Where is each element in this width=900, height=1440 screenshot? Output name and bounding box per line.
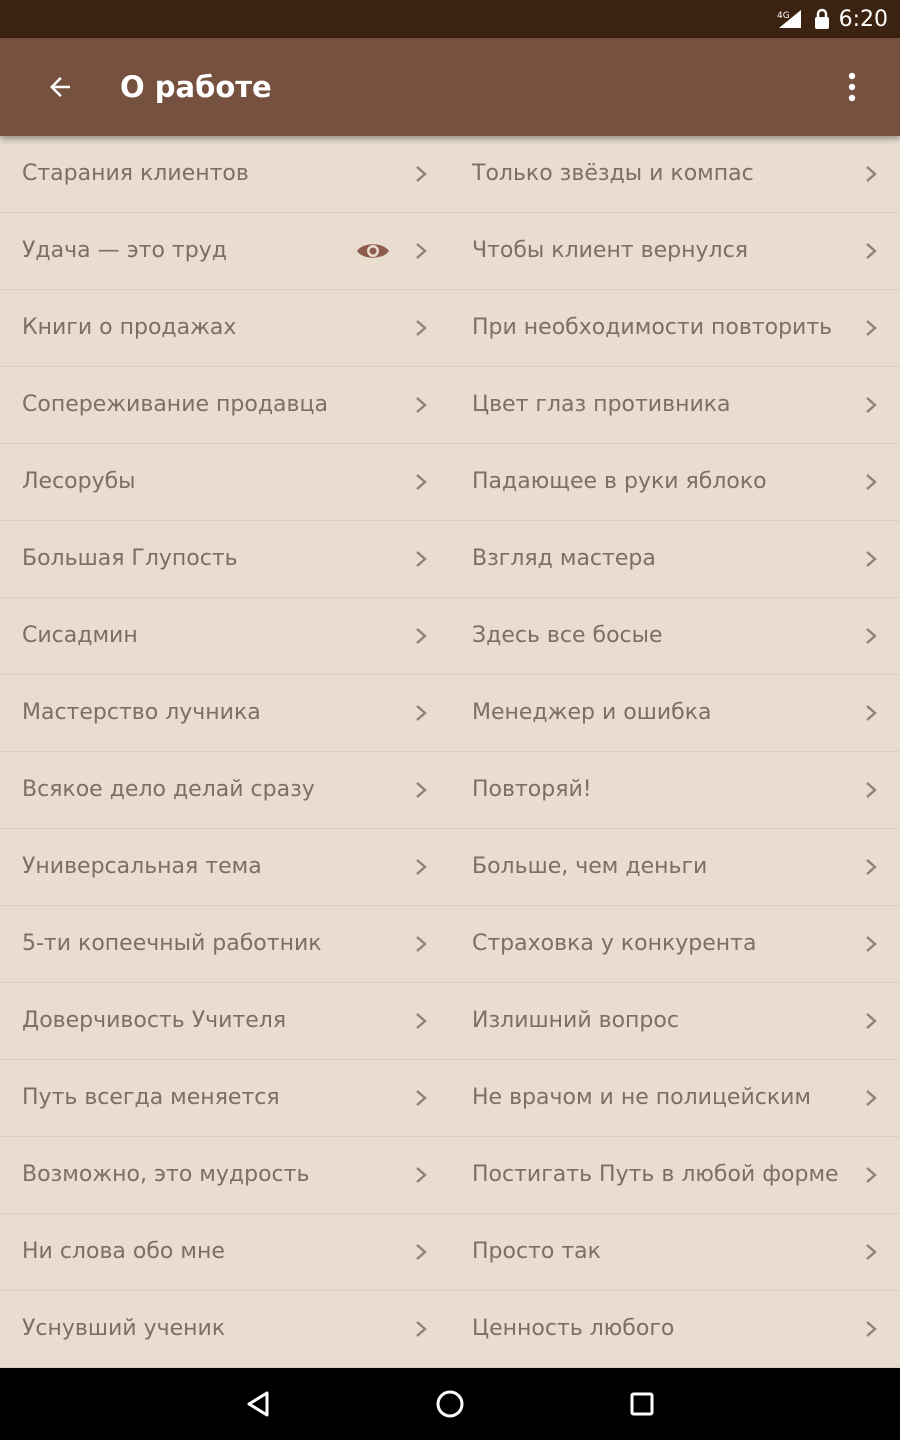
list-item-label: Универсальная тема [22,854,262,880]
list-item-label: Сопереживание продавца [22,392,328,418]
list-item[interactable] [0,1291,450,1368]
list-item-label: Страховка у конкурента [472,931,757,957]
chevron-right-icon [414,780,428,800]
list-item[interactable] [450,1214,900,1291]
list-item-label: Ни слова обо мне [22,1239,225,1265]
status-time: 6:20 [838,6,888,32]
chevron-right-icon [414,626,428,646]
chevron-right-icon [414,934,428,954]
list-item[interactable] [0,367,450,444]
list-item[interactable] [0,1137,450,1214]
list-item-label: Сисадмин [22,623,138,649]
chevron-right-icon [414,1165,428,1185]
chevron-right-icon [414,549,428,569]
list-item[interactable] [450,598,900,675]
list-item-label: Лесорубы [22,469,136,495]
list-item-label: Не врачом и не полицейским [472,1085,812,1111]
arrow-back-icon [45,72,75,102]
chevron-right-icon [864,780,878,800]
app-bar [0,38,900,136]
chevron-right-icon [414,472,428,492]
list-item[interactable] [0,521,450,598]
chevron-right-icon [864,1165,878,1185]
nav-recents-icon [628,1390,656,1418]
chevron-right-icon [414,1011,428,1031]
list-item-label: Падающее в руки яблоко [472,469,767,495]
list-item-label: Уснувший ученик [22,1316,226,1342]
chevron-right-icon [414,857,428,877]
list-item[interactable] [450,983,900,1060]
list-item[interactable] [450,1060,900,1137]
list-item[interactable] [0,1214,450,1291]
list-item-label: Удача — это труд [22,238,227,264]
chevron-right-icon [864,857,878,877]
chevron-right-icon [864,549,878,569]
list-item[interactable] [450,367,900,444]
list-item[interactable] [0,829,450,906]
list-item-label: Цвет глаз противника [472,392,731,418]
list-item[interactable] [450,444,900,521]
list-item[interactable] [0,752,450,829]
list-item-label: При необходимости повторить [472,315,833,341]
list-item-label: Чтобы клиент вернулся [472,238,748,264]
list-item-label: Взгляд мастера [472,546,656,572]
list-item[interactable] [0,598,450,675]
chevron-right-icon [864,164,878,184]
chevron-right-icon [864,395,878,415]
chevron-right-icon [864,1242,878,1262]
list-item-label: Повторяй! [472,777,592,803]
list-item-label: Книги о продажах [22,315,237,341]
signal-icon [777,8,803,30]
list-item-label: Возможно, это мудрость [22,1162,310,1188]
list-item-label: 5-ти копеечный работник [22,931,322,957]
list-item[interactable] [450,829,900,906]
chevron-right-icon [414,1319,428,1339]
chevron-right-icon [864,626,878,646]
chevron-right-icon [864,1088,878,1108]
nav-back-button[interactable] [238,1384,278,1424]
list-item-label: Всякое дело делай сразу [22,777,315,803]
list-item-label: Излишний вопрос [472,1008,679,1034]
chevron-right-icon [864,241,878,261]
list-item-label: Старания клиентов [22,161,249,187]
list-item[interactable] [450,752,900,829]
list-item-label: Мастерство лучника [22,700,261,726]
list-item-label: Больше, чем деньги [472,854,708,880]
chevron-right-icon [414,164,428,184]
list-item[interactable] [0,136,450,213]
list-item[interactable] [450,906,900,983]
list-item[interactable] [0,213,450,290]
chevron-right-icon [414,241,428,261]
list-item-label: Менеджер и ошибка [472,700,712,726]
list-item[interactable] [450,290,900,367]
list-item[interactable] [0,983,450,1060]
chevron-right-icon [864,318,878,338]
chevron-right-icon [414,318,428,338]
list-item-label: Доверчивость Учителя [22,1008,287,1034]
list-item-label: Большая Глупость [22,546,238,572]
list-item[interactable] [0,1060,450,1137]
list-item[interactable] [0,675,450,752]
eye-icon [356,240,390,262]
list-item[interactable] [450,675,900,752]
story-list [0,136,900,1368]
list-item-label: Просто так [472,1239,601,1265]
list-item[interactable] [450,1291,900,1368]
nav-back-icon [243,1389,273,1419]
nav-home-button[interactable] [430,1384,470,1424]
list-item[interactable] [0,290,450,367]
list-item-label: Ценность любого [472,1316,675,1342]
chevron-right-icon [864,934,878,954]
list-item[interactable] [450,136,900,213]
list-item[interactable] [450,1137,900,1214]
chevron-right-icon [414,1088,428,1108]
status-bar [0,0,900,38]
overflow-menu-button[interactable] [840,63,864,111]
page-title: О работе [120,70,272,104]
nav-home-icon [434,1388,466,1420]
list-item[interactable] [0,906,450,983]
chevron-right-icon [864,1011,878,1031]
chevron-right-icon [864,1319,878,1339]
lock-icon [813,7,831,31]
list-item[interactable] [450,213,900,290]
navigation-bar [0,1368,900,1440]
back-button[interactable] [36,63,84,111]
chevron-right-icon [414,703,428,723]
list-item-label: Постигать Путь в любой форме [472,1162,839,1188]
svg-text:4G: 4G [776,11,790,21]
chevron-right-icon [864,472,878,492]
chevron-right-icon [414,1242,428,1262]
nav-recents-button[interactable] [622,1384,662,1424]
more-vert-icon [848,72,856,102]
list-item[interactable] [0,444,450,521]
chevron-right-icon [864,703,878,723]
list-item-label: Здесь все босые [472,623,663,649]
list-item-label: Путь всегда меняется [22,1085,280,1111]
chevron-right-icon [414,395,428,415]
list-item-label: Только звёзды и компас [472,161,754,187]
list-item[interactable] [450,521,900,598]
